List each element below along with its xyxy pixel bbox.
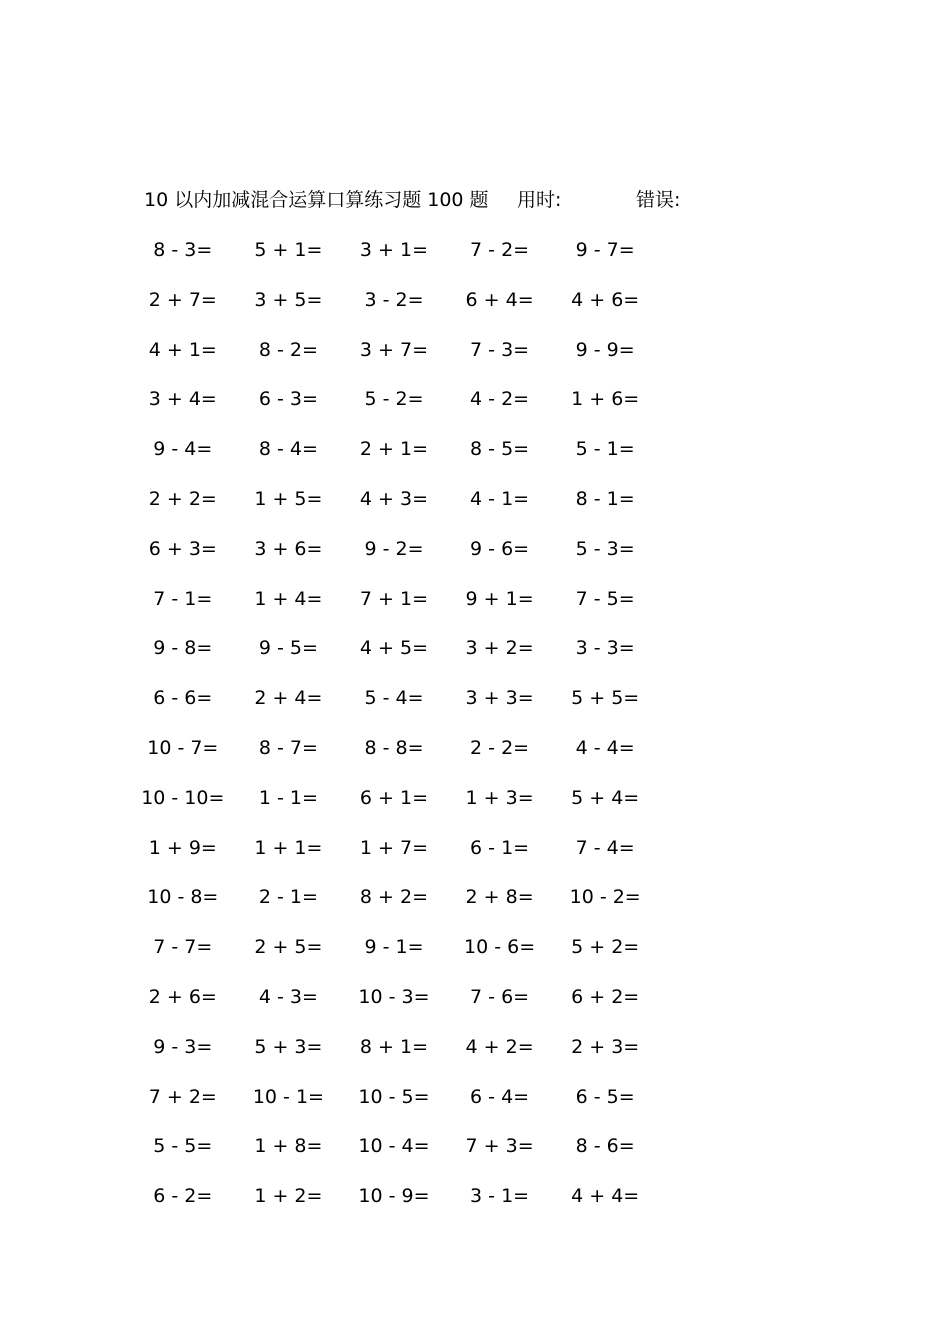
problem-row	[130, 1033, 690, 1083]
problem-row	[130, 535, 690, 585]
arithmetic-problem: 3 + 5=	[254, 288, 323, 311]
arithmetic-problem: 10 - 7=	[147, 736, 219, 759]
arithmetic-problem: 4 - 2=	[470, 388, 530, 411]
problem-row	[130, 684, 690, 734]
arithmetic-problem: 6 + 4=	[465, 288, 534, 311]
arithmetic-problem: 4 + 5=	[359, 637, 429, 660]
problem-row	[130, 585, 690, 635]
problem-row	[130, 236, 690, 286]
arithmetic-problem: 4 + 3=	[359, 487, 429, 510]
arithmetic-problem: 4 - 4=	[575, 736, 635, 759]
arithmetic-problem: 8 - 2=	[258, 338, 318, 361]
arithmetic-problem: 8 - 5=	[470, 438, 530, 461]
arithmetic-problem: 9 + 1=	[465, 587, 534, 610]
problem-row	[130, 983, 690, 1033]
problem-row	[130, 784, 690, 834]
arithmetic-problem: 1 + 1=	[254, 836, 323, 859]
arithmetic-problem: 7 - 2=	[470, 239, 530, 261]
problem-row	[130, 286, 690, 336]
problem-row	[130, 883, 690, 933]
arithmetic-problem: 5 - 4=	[364, 687, 424, 710]
arithmetic-problem: 8 - 1=	[575, 487, 635, 510]
arithmetic-problem: 7 - 5=	[575, 587, 635, 610]
arithmetic-problem: 5 - 1=	[575, 438, 635, 461]
arithmetic-problem: 2 + 1=	[359, 438, 429, 461]
arithmetic-problem: 6 + 2=	[571, 985, 640, 1008]
arithmetic-problem: 2 - 2=	[470, 736, 530, 759]
arithmetic-problem: 5 + 3=	[254, 1035, 323, 1058]
problem-row	[130, 435, 690, 485]
arithmetic-problem: 5 - 5=	[153, 1135, 213, 1158]
arithmetic-problem: 3 + 7=	[359, 338, 429, 361]
arithmetic-problem: 1 - 1=	[258, 786, 318, 809]
arithmetic-problem: 1 + 3=	[465, 786, 534, 809]
arithmetic-problem: 8 - 4=	[258, 438, 318, 461]
arithmetic-problem: 2 + 8=	[465, 886, 534, 909]
arithmetic-problem: 9 - 6=	[470, 537, 530, 560]
error-count-label: 错误:	[636, 189, 681, 211]
arithmetic-problem: 10 - 5=	[358, 1085, 430, 1108]
arithmetic-problem: 7 + 1=	[359, 587, 429, 610]
problem-row	[130, 734, 690, 784]
arithmetic-problem: 5 + 1=	[254, 239, 323, 261]
arithmetic-problem: 4 - 3=	[258, 985, 318, 1008]
arithmetic-problem: 5 + 2=	[571, 936, 640, 959]
arithmetic-problem: 2 + 4=	[254, 687, 323, 710]
arithmetic-problem: 10 - 4=	[358, 1135, 430, 1158]
arithmetic-problem: 3 + 6=	[254, 537, 323, 560]
arithmetic-problem: 8 - 6=	[575, 1135, 635, 1158]
arithmetic-problem: 4 + 4=	[571, 1185, 640, 1208]
arithmetic-problem: 5 + 4=	[571, 786, 640, 809]
arithmetic-problem: 4 - 1=	[470, 487, 530, 510]
problem-row	[130, 834, 690, 884]
arithmetic-problem: 9 - 2=	[364, 537, 424, 560]
arithmetic-problem: 3 - 1=	[470, 1185, 530, 1208]
arithmetic-problem: 9 - 7=	[575, 239, 635, 261]
arithmetic-problem: 10 - 6=	[464, 936, 536, 959]
problem-row	[130, 634, 690, 684]
arithmetic-problem: 3 - 3=	[575, 637, 635, 660]
problem-row	[130, 1182, 690, 1232]
problem-row	[130, 1083, 690, 1133]
arithmetic-problem: 9 - 4=	[153, 438, 213, 461]
arithmetic-problem: 7 + 2=	[148, 1085, 217, 1108]
arithmetic-problem: 5 - 3=	[575, 537, 635, 560]
arithmetic-problem: 7 + 3=	[465, 1135, 534, 1158]
problem-grid	[130, 236, 690, 1232]
arithmetic-problem: 6 + 1=	[359, 786, 429, 809]
arithmetic-problem: 9 - 3=	[153, 1035, 213, 1058]
arithmetic-problem: 8 + 2=	[359, 886, 429, 909]
arithmetic-problem: 3 + 1=	[359, 239, 429, 261]
arithmetic-problem: 7 - 3=	[470, 338, 530, 361]
arithmetic-problem: 7 - 6=	[470, 985, 530, 1008]
problem-row	[130, 385, 690, 435]
arithmetic-problem: 7 - 1=	[153, 587, 213, 610]
arithmetic-problem: 1 + 6=	[571, 388, 640, 411]
arithmetic-problem: 4 + 6=	[571, 288, 640, 311]
arithmetic-problem: 5 + 5=	[571, 687, 640, 710]
arithmetic-problem: 4 + 2=	[465, 1035, 534, 1058]
arithmetic-problem: 1 + 9=	[148, 836, 217, 859]
arithmetic-problem: 10 - 8=	[147, 886, 219, 909]
arithmetic-problem: 1 + 5=	[254, 487, 323, 510]
arithmetic-problem: 1 + 4=	[254, 587, 323, 610]
arithmetic-problem: 3 - 2=	[364, 288, 424, 311]
arithmetic-problem: 8 - 8=	[364, 736, 424, 759]
problem-row	[130, 485, 690, 535]
arithmetic-problem: 6 + 3=	[148, 537, 217, 560]
arithmetic-problem: 6 - 1=	[470, 836, 530, 859]
arithmetic-problem: 5 - 2=	[364, 388, 424, 411]
arithmetic-problem: 2 + 2=	[148, 487, 217, 510]
arithmetic-problem: 2 + 6=	[148, 985, 217, 1008]
arithmetic-problem: 6 - 3=	[258, 388, 318, 411]
arithmetic-problem: 3 + 4=	[148, 388, 217, 411]
problem-row	[130, 933, 690, 983]
arithmetic-problem: 1 + 7=	[359, 836, 429, 859]
arithmetic-problem: 2 + 5=	[254, 936, 323, 959]
arithmetic-problem: 10 - 10=	[141, 786, 225, 809]
arithmetic-problem: 7 - 4=	[575, 836, 635, 859]
arithmetic-problem: 4 + 1=	[148, 338, 217, 361]
arithmetic-problem: 6 - 5=	[575, 1085, 635, 1108]
arithmetic-problem: 2 + 7=	[148, 288, 217, 311]
arithmetic-problem: 9 - 8=	[153, 637, 213, 660]
arithmetic-problem: 8 - 3=	[153, 239, 213, 261]
arithmetic-problem: 9 - 9=	[575, 338, 635, 361]
arithmetic-problem: 3 + 2=	[465, 637, 534, 660]
arithmetic-problem: 10 - 1=	[252, 1085, 324, 1108]
arithmetic-problem: 10 - 2=	[569, 886, 641, 909]
arithmetic-problem: 2 + 3=	[571, 1035, 640, 1058]
arithmetic-problem: 6 - 2=	[153, 1185, 213, 1208]
problem-row	[130, 1132, 690, 1182]
arithmetic-problem: 6 - 6=	[153, 687, 213, 710]
arithmetic-problem: 9 - 5=	[258, 637, 318, 660]
arithmetic-problem: 8 + 1=	[359, 1035, 429, 1058]
time-used-label: 用时:	[517, 189, 562, 211]
arithmetic-problem: 1 + 8=	[254, 1135, 323, 1158]
problem-row	[130, 336, 690, 386]
worksheet-title: 10 以内加减混合运算口算练习题 100 题	[144, 189, 489, 211]
arithmetic-problem: 7 - 7=	[153, 936, 213, 959]
arithmetic-problem: 10 - 9=	[358, 1185, 430, 1208]
arithmetic-problem: 3 + 3=	[465, 687, 534, 710]
arithmetic-problem: 9 - 1=	[364, 936, 424, 959]
arithmetic-problem: 2 - 1=	[258, 886, 318, 909]
arithmetic-problem: 1 + 2=	[254, 1185, 323, 1208]
arithmetic-problem: 10 - 3=	[358, 985, 430, 1008]
arithmetic-problem: 6 - 4=	[470, 1085, 530, 1108]
arithmetic-problem: 8 - 7=	[258, 736, 318, 759]
